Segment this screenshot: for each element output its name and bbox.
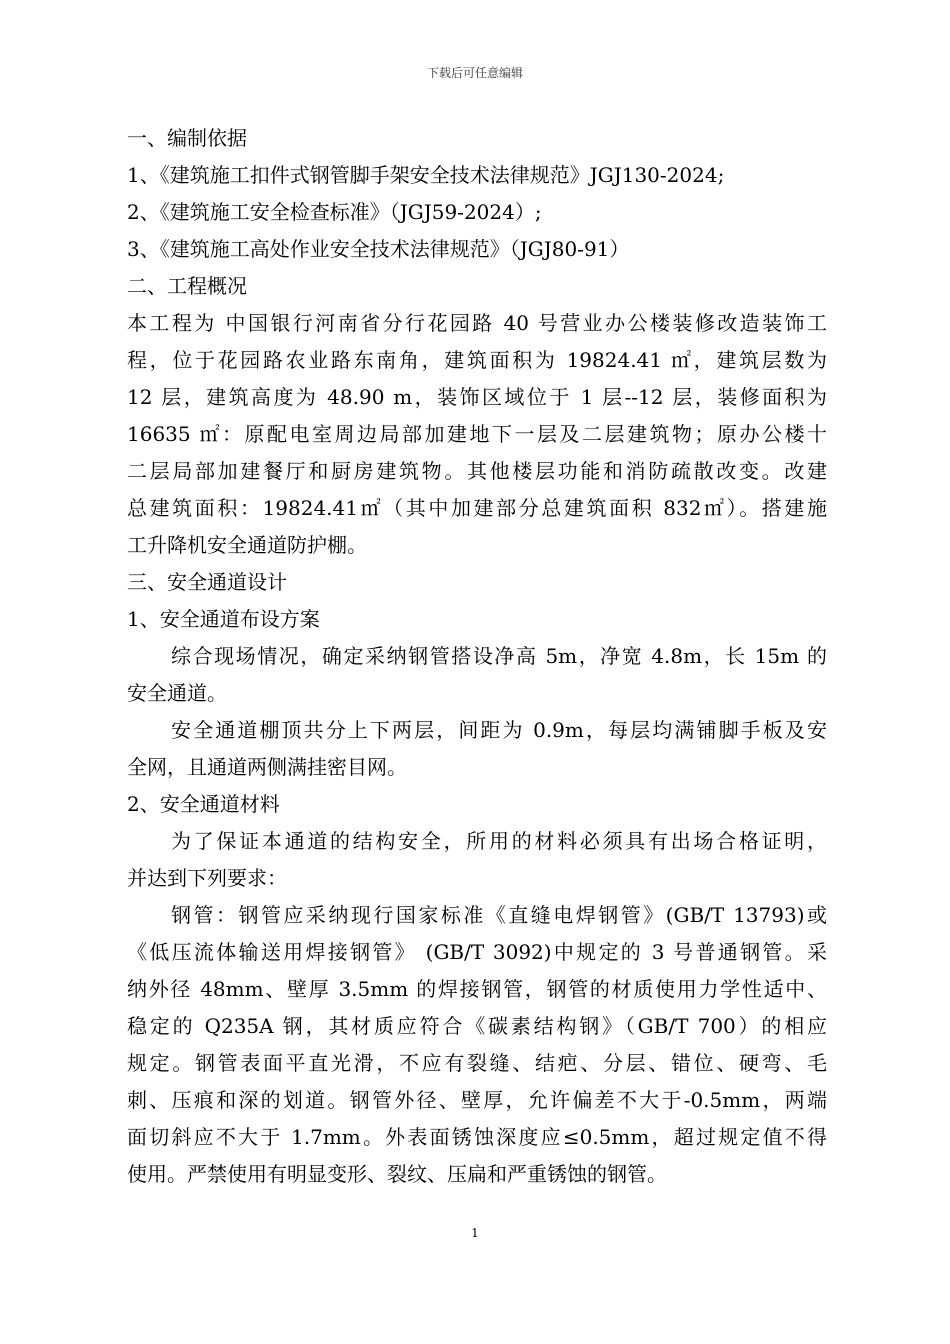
section-heading: 二、工程概况	[127, 274, 247, 298]
paragraph-line: 程，位于花园路农业路东南角，建筑面积为 19824.41 ㎡，建筑层数为	[127, 348, 827, 372]
subsection-heading: 2、安全通道材料	[127, 792, 280, 816]
paragraph-line: 16635 ㎡：原配电室周边局部加建地下一层及二层建筑物；原办公楼十	[127, 422, 827, 446]
paragraph-line: 本工程为 中国银行河南省分行花园路 40 号营业办公楼装修改造装饰工	[127, 311, 827, 335]
paragraph-line: 并达到下列要求：	[127, 866, 287, 890]
paragraph-line: 刺、压痕和深的划道。钢管外径、壁厚，允许偏差不大于-0.5mm，两端	[127, 1088, 827, 1112]
subsection-heading: 1、安全通道布设方案	[127, 607, 320, 631]
paragraph-line: 12 层，建筑高度为 48.90 m，装饰区域位于 1 层--12 层，装修面积为	[127, 385, 827, 409]
paragraph-line: 稳定的 Q235A 钢，其材质应符合《碳素结构钢》（GB/T 700）的相应	[127, 1014, 827, 1038]
paragraph-line: 工升降机安全通道防护棚。	[127, 533, 367, 557]
paragraph-line: 安全通道。	[127, 681, 227, 705]
page-header: 下载后可任意编辑	[426, 66, 523, 80]
paragraph-line: 《低压流体输送用焊接钢管》 (GB/T 3092)中规定的 3 号普通钢管。采	[127, 940, 827, 964]
paragraph-line: 为了保证本通道的结构安全，所用的材料必须具有出场合格证明，	[171, 829, 827, 853]
reference-item: 1、《建筑施工扣件式钢管脚手架安全技术法律规范》JGJ130-2024;	[127, 163, 725, 187]
paragraph-line: 二层局部加建餐厅和厨房建筑物。其他楼层功能和消防疏散改变。改建	[127, 459, 827, 483]
reference-item: 2、《建筑施工安全检查标准》（JGJ59-2024）;	[127, 200, 542, 224]
paragraph-line: 面切斜应不大于 1.7mm。外表面锈蚀深度应≤0.5mm，超过规定值不得	[127, 1125, 827, 1149]
section-heading: 三、安全通道设计	[127, 570, 287, 594]
paragraph-line: 钢管：钢管应采纳现行国家标准《直缝电焊钢管》(GB/T 13793)或	[171, 903, 827, 927]
page-number: 1	[471, 1226, 479, 1240]
paragraph-line: 规定。钢管表面平直光滑，不应有裂缝、结疤、分层、错位、硬弯、毛	[127, 1051, 827, 1075]
paragraph-line: 总建筑面积：19824.41㎡（其中加建部分总建筑面积 832㎡）。搭建施	[127, 496, 827, 520]
document-body	[127, 120, 827, 1193]
paragraph-line: 安全通道棚顶共分上下两层，间距为 0.9m，每层均满铺脚手板及安	[171, 718, 827, 742]
paragraph-line: 综合现场情况，确定采纳钢管搭设净高 5m，净宽 4.8m，长 15m 的	[171, 644, 827, 668]
section-heading: 一、编制依据	[127, 126, 247, 150]
paragraph-line: 全网，且通道两侧满挂密目网。	[127, 755, 407, 779]
paragraph-line: 纳外径 48mm、壁厚 3.5mm 的焊接钢管，钢管的材质使用力学性适中、	[127, 977, 827, 1001]
paragraph-line: 使用。严禁使用有明显变形、裂纹、压扁和严重锈蚀的钢管。	[127, 1162, 667, 1186]
reference-item: 3、《建筑施工高处作业安全技术法律规范》（JGJ80-91）	[127, 237, 630, 261]
